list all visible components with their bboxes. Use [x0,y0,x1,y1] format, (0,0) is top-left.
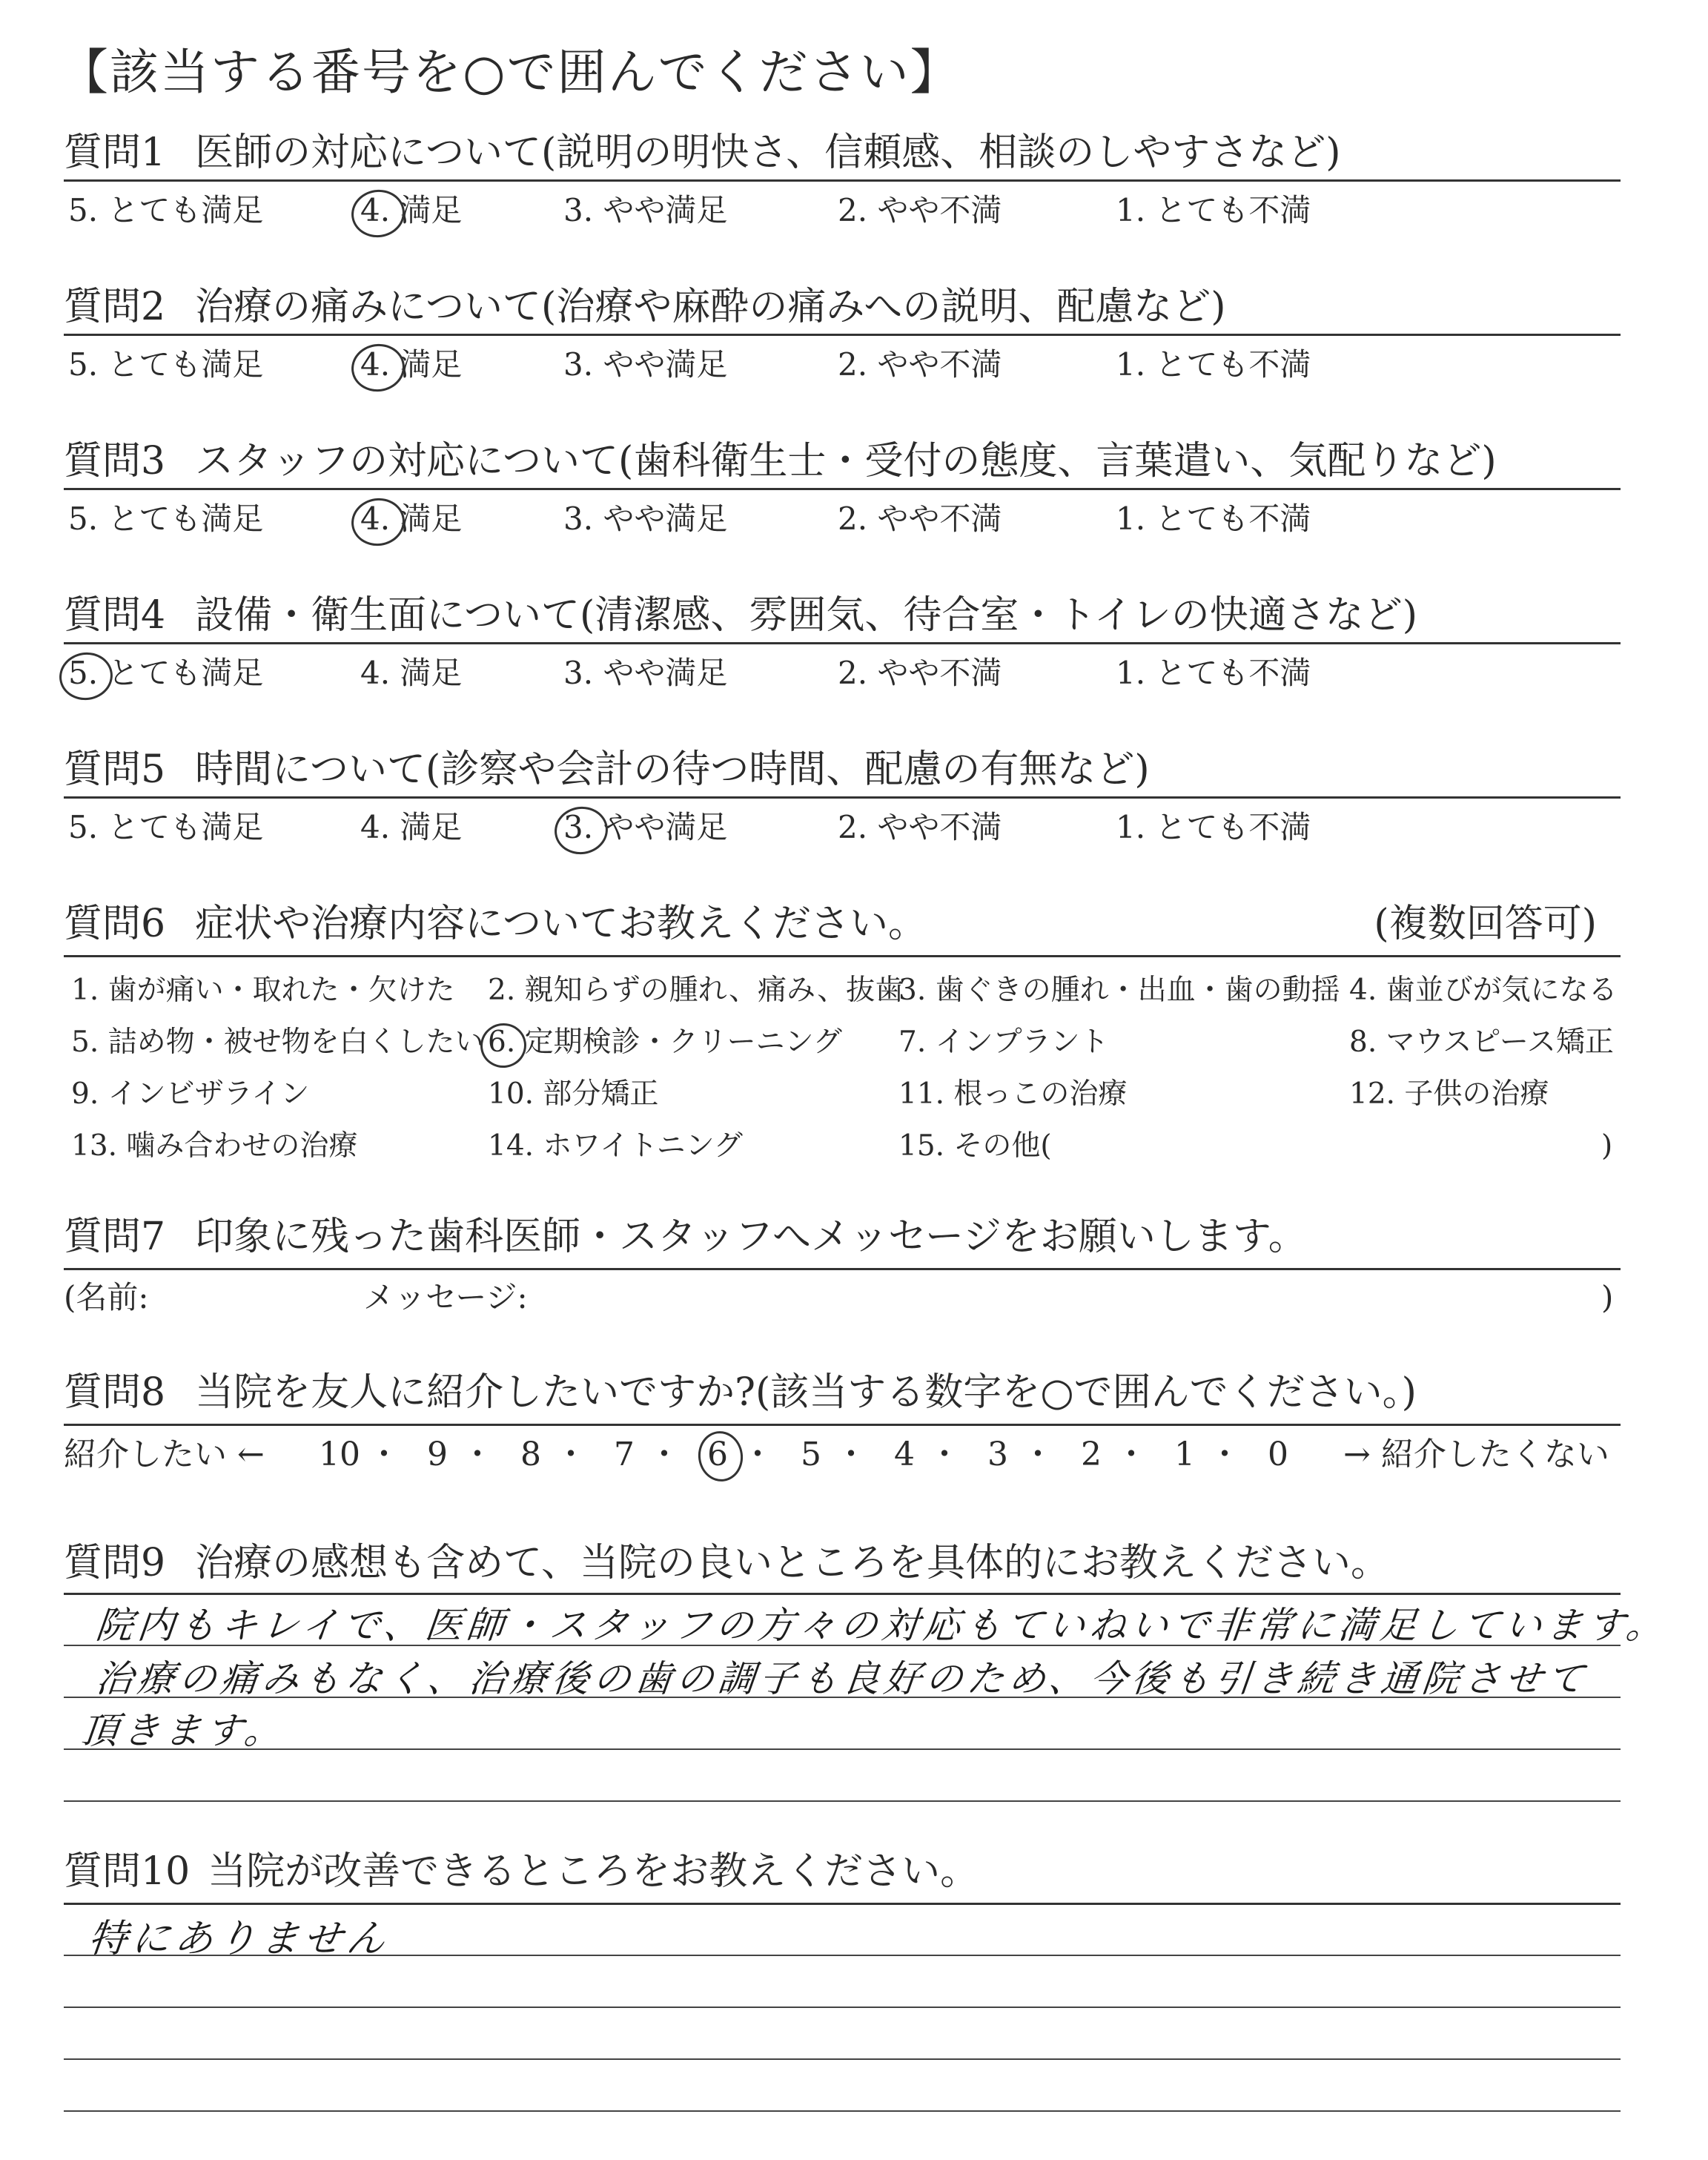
rating-option-5[interactable]: 5. とても満足 [68,346,264,383]
question-number: 質問5 [64,747,166,792]
rating-option-3[interactable]: 3. やや満足 [563,346,728,383]
scale-separator: ・ [1208,1436,1241,1473]
scale-value[interactable]: 8 [520,1436,541,1473]
question-number: 質問6 [64,902,166,946]
symptom-option[interactable]: 10. 部分矯正 [488,1077,659,1111]
symptom-option[interactable]: 3. 歯ぐきの腫れ・出血・歯の動揺 [898,974,1340,1007]
rating-option-3[interactable]: 3. やや満足 [563,192,728,228]
symptom-option[interactable]: 9. インビザライン [71,1077,310,1111]
scale-right-label: → 紹介したくない [1343,1436,1609,1473]
symptom-option[interactable]: 11. 根っこの治療 [898,1077,1128,1111]
symptom-option[interactable]: 4. 歯並びが気になる [1349,974,1618,1007]
rating-option-2[interactable]: 2. やや不満 [838,501,1002,537]
question-number: 質問9 [64,1541,166,1585]
scale-value[interactable]: 10 [319,1436,360,1473]
page-title: 【該当する番号を○で囲んでください】 [59,44,961,101]
question-text: 症状や治療内容についてお教えください。 [195,902,927,946]
scale-separator: ・ [741,1436,774,1473]
rating-option-1[interactable]: 1. とても不満 [1116,192,1311,228]
answer-line [64,1748,1621,1750]
scale-value[interactable]: 7 [614,1436,635,1473]
divider [64,334,1621,336]
question-title [64,897,927,951]
question-text: 治療の感想も含めて、当院の良いところを具体的にお教えください。 [195,1541,1390,1585]
scale-separator: ・ [648,1436,681,1473]
question-title [64,743,1150,796]
rating-option-2[interactable]: 2. やや不満 [838,809,1002,845]
rating-option-2[interactable]: 2. やや不満 [838,346,1002,383]
rating-option-5[interactable]: 5. とても満足 [68,192,264,228]
scale-value[interactable]: 6 [707,1436,728,1473]
scale-separator: ・ [555,1436,587,1473]
symptom-option[interactable]: 12. 子供の治療 [1349,1077,1549,1111]
question-title [64,1366,1417,1419]
divider [64,179,1621,182]
question-text: 当院が改善できるところをお教えください。 [208,1849,979,1894]
close-paren: ) [1601,1279,1614,1315]
handwritten-answer-line: 特にありません [86,1917,392,1961]
scale-separator: ・ [368,1436,400,1473]
question-number: 質問2 [64,285,166,329]
rating-option-5[interactable]: 5. とても満足 [68,501,264,537]
divider [64,642,1621,644]
scale-value[interactable]: 5 [801,1436,821,1473]
question-title [64,589,1417,642]
question-text: 医師の対応について(説明の明快さ、信頼感、相談のしやすさなど) [195,131,1341,175]
handwritten-answer-line: 院内もキレイで、医師・スタッフの方々の対応もていねいで非常に満足しています。 [93,1604,1670,1647]
handwritten-answer-line: 治療の痛みもなく、治療後の歯の調子も良好のため、今後も引き続き通院させて [93,1657,1591,1700]
question-text: 印象に残った歯科医師・スタッフへメッセージをお願いします。 [195,1215,1307,1259]
question-text: スタッフの対応について(歯科衛生士・受付の態度、言葉遣い、気配りなど) [195,439,1497,483]
question-number: 質問7 [64,1215,166,1259]
question-number: 質問4 [64,593,166,638]
symptom-option[interactable]: 14. ホワイトニング [488,1129,743,1163]
scale-separator: ・ [1022,1436,1054,1473]
question-number: 質問10 [64,1849,191,1894]
answer-line [64,2007,1621,2008]
rating-option-4[interactable]: 4. 満足 [360,346,463,383]
rating-option-3[interactable]: 3. やや満足 [563,809,728,845]
divider [64,1424,1621,1426]
question-number: 質問3 [64,439,166,483]
question-number: 質問1 [64,131,166,175]
message-label: メッセージ: [363,1279,528,1315]
rating-option-3[interactable]: 3. やや満足 [563,501,728,537]
question-title [64,126,1341,179]
question-text: 当院を友人に紹介したいですか?(該当する数字を○で囲んでください。) [195,1370,1417,1415]
symptom-option[interactable]: 13. 噛み合わせの治療 [71,1129,358,1163]
other-close-paren: ) [1601,1129,1613,1163]
scale-value[interactable]: 4 [894,1436,915,1473]
question-title [64,280,1226,334]
rating-option-1[interactable]: 1. とても不満 [1116,809,1311,845]
question-text: 治療の痛みについて(治療や麻酔の痛みへの説明、配慮など) [195,285,1226,329]
name-label: (名前: [64,1279,149,1315]
symptom-option[interactable]: 8. マウスピース矯正 [1349,1025,1614,1059]
rating-option-4[interactable]: 4. 満足 [360,809,463,845]
scale-value[interactable]: 2 [1081,1436,1102,1473]
rating-option-1[interactable]: 1. とても不満 [1116,346,1311,383]
symptom-option[interactable]: 7. インプラント [898,1025,1109,1059]
symptom-option[interactable]: 1. 歯が痛い・取れた・欠けた [71,974,455,1007]
scale-value[interactable]: 3 [987,1436,1008,1473]
scale-left-label: 紹介したい ← [64,1436,265,1473]
symptom-option[interactable]: 2. 親知らずの腫れ、痛み、抜歯 [488,974,904,1007]
scale-value[interactable]: 0 [1268,1436,1288,1473]
scale-separator: ・ [461,1436,494,1473]
divider [64,1903,1621,1905]
divider [64,488,1621,490]
divider [64,1268,1621,1270]
rating-option-4[interactable]: 4. 満足 [360,655,463,691]
answer-line [64,1800,1621,1802]
question-text: 時間について(診察や会計の待つ時間、配慮の有無など) [195,747,1150,792]
multiple-answers-note: (複数回答可) [1374,902,1597,946]
scale-value[interactable]: 9 [427,1436,448,1473]
handwritten-answer-line: 頂きます。 [79,1709,288,1752]
symptom-option[interactable]: 15. その他( [898,1129,1052,1163]
scale-separator: ・ [835,1436,867,1473]
question-title [64,1210,1307,1264]
question-text: 設備・衛生面について(清潔感、雰囲気、待合室・トイレの快適さなど) [195,593,1418,638]
answer-line [64,2058,1621,2060]
rating-option-5[interactable]: 5. とても満足 [68,655,264,691]
rating-option-4[interactable]: 4. 満足 [360,192,463,228]
rating-option-4[interactable]: 4. 満足 [360,501,463,537]
scale-separator: ・ [1115,1436,1148,1473]
symptom-option[interactable]: 6. 定期検診・クリーニング [488,1025,842,1059]
question-number: 質問8 [64,1370,166,1415]
answer-line [64,2110,1621,2112]
symptom-option[interactable]: 5. 詰め物・被せ物を白くしたい [71,1025,484,1059]
scale-separator: ・ [928,1436,961,1473]
selection-circle [695,1428,747,1484]
rating-option-3[interactable]: 3. やや満足 [563,655,728,691]
rating-option-1[interactable]: 1. とても不満 [1116,655,1311,691]
question-title [64,1845,979,1898]
divider [64,955,1621,957]
question-title [64,1536,1389,1590]
divider [64,796,1621,799]
question-title [64,435,1497,488]
divider [64,1593,1621,1595]
rating-option-2[interactable]: 2. やや不満 [838,655,1002,691]
rating-option-1[interactable]: 1. とても不満 [1116,501,1311,537]
scale-value[interactable]: 1 [1174,1436,1195,1473]
rating-option-5[interactable]: 5. とても満足 [68,809,264,845]
rating-option-2[interactable]: 2. やや不満 [838,192,1002,228]
